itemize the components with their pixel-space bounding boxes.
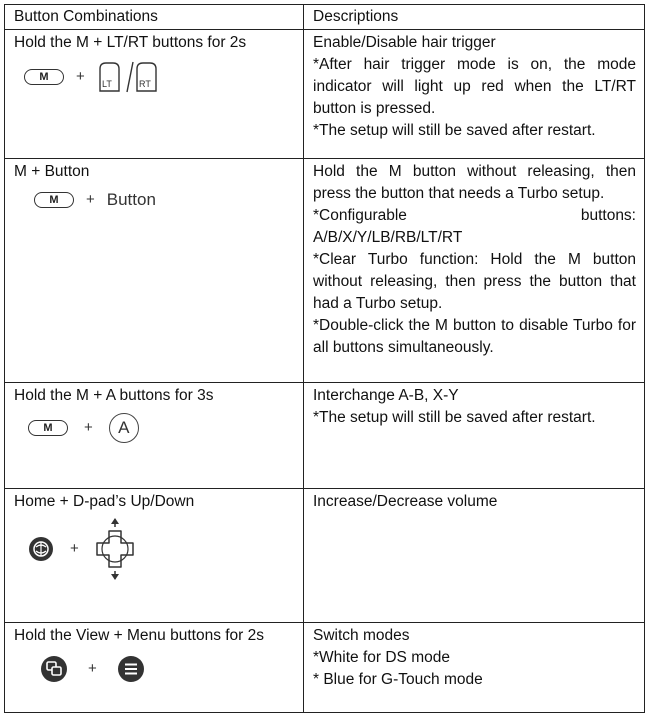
- table-row: [5, 623, 645, 713]
- description-line: *Clear Turbo function: Hold the M button without releasing, then press the button that had a Turbo setup.: [313, 251, 636, 312]
- combo-icons: [40, 655, 295, 683]
- description-line: Interchange A-B, X-Y: [313, 387, 459, 404]
- description-line: *After hair trigger mode is on, the mode indicator will light up red when the LT/RT button is pressed.: [313, 56, 636, 117]
- table-header-row: [5, 5, 645, 30]
- combo-label: Home + D-pad’s Up/Down: [14, 493, 195, 510]
- menu-button-icon: [117, 655, 145, 683]
- button-text: Button: [106, 190, 156, 209]
- combo-icons: [28, 517, 295, 581]
- m-button-icon: M: [34, 192, 74, 208]
- m-button-icon: M: [24, 69, 64, 85]
- description-line: *Configurable buttons:: [313, 207, 636, 224]
- table-row: [5, 383, 645, 489]
- header-descriptions: Descriptions: [304, 5, 645, 30]
- a-button-icon: A: [109, 413, 139, 443]
- description-line: Switch modes: [313, 627, 410, 644]
- description-cell: [304, 30, 645, 159]
- description-line: *Double-click the M button to disable Turbo for all buttons simultaneously.: [313, 317, 636, 356]
- combo-cell: [5, 489, 304, 623]
- description-cell: [304, 159, 645, 383]
- table-row: [5, 159, 645, 383]
- description-cell: [304, 383, 645, 489]
- plus-sign: +: [88, 660, 97, 677]
- description-line: Hold the M button without releasing, then press the button that needs a Turbo setup.: [313, 163, 636, 202]
- plus-sign: +: [84, 419, 93, 436]
- combo-icons: [24, 60, 295, 94]
- description-line: *The setup will still be saved after restart.: [313, 409, 596, 426]
- header-button-combinations: Button Combinations: [5, 5, 304, 30]
- plus-sign: +: [70, 540, 79, 557]
- description-line: *The setup will still be saved after restart.: [313, 122, 596, 139]
- description-line: A/B/X/Y/LB/RB/LT/RT: [313, 229, 463, 246]
- combo-cell: [5, 383, 304, 489]
- combo-label: Hold the M + A buttons for 3s: [14, 387, 214, 404]
- description-cell: [304, 623, 645, 713]
- combo-icons: [34, 189, 295, 211]
- combo-label: Hold the M + LT/RT buttons for 2s: [14, 34, 247, 51]
- combo-cell: [5, 30, 304, 159]
- dpad-icon: [95, 517, 135, 581]
- table-row: [5, 489, 645, 623]
- button-combinations-table: [4, 4, 645, 713]
- description-line: Enable/Disable hair trigger: [313, 34, 496, 51]
- table-row: [5, 30, 645, 159]
- description-line: Increase/Decrease volume: [313, 493, 498, 510]
- plus-sign: +: [76, 68, 85, 85]
- home-button-icon: [28, 536, 54, 562]
- lt-rt-trigger-icon: [97, 60, 161, 94]
- combo-cell: [5, 159, 304, 383]
- m-button-icon: M: [28, 420, 68, 436]
- plus-sign: +: [86, 191, 95, 208]
- view-button-icon: [40, 655, 68, 683]
- rt-label: RT: [138, 79, 151, 89]
- description-cell: [304, 489, 645, 623]
- combo-icons: [28, 413, 295, 443]
- combo-label: Hold the View + Menu buttons for 2s: [14, 627, 265, 644]
- combo-cell: [5, 623, 304, 713]
- lt-label: LT: [101, 79, 112, 89]
- description-line: * Blue for G-Touch mode: [313, 671, 483, 688]
- description-line: *White for DS mode: [313, 649, 450, 666]
- combo-label: M + Button: [14, 163, 90, 180]
